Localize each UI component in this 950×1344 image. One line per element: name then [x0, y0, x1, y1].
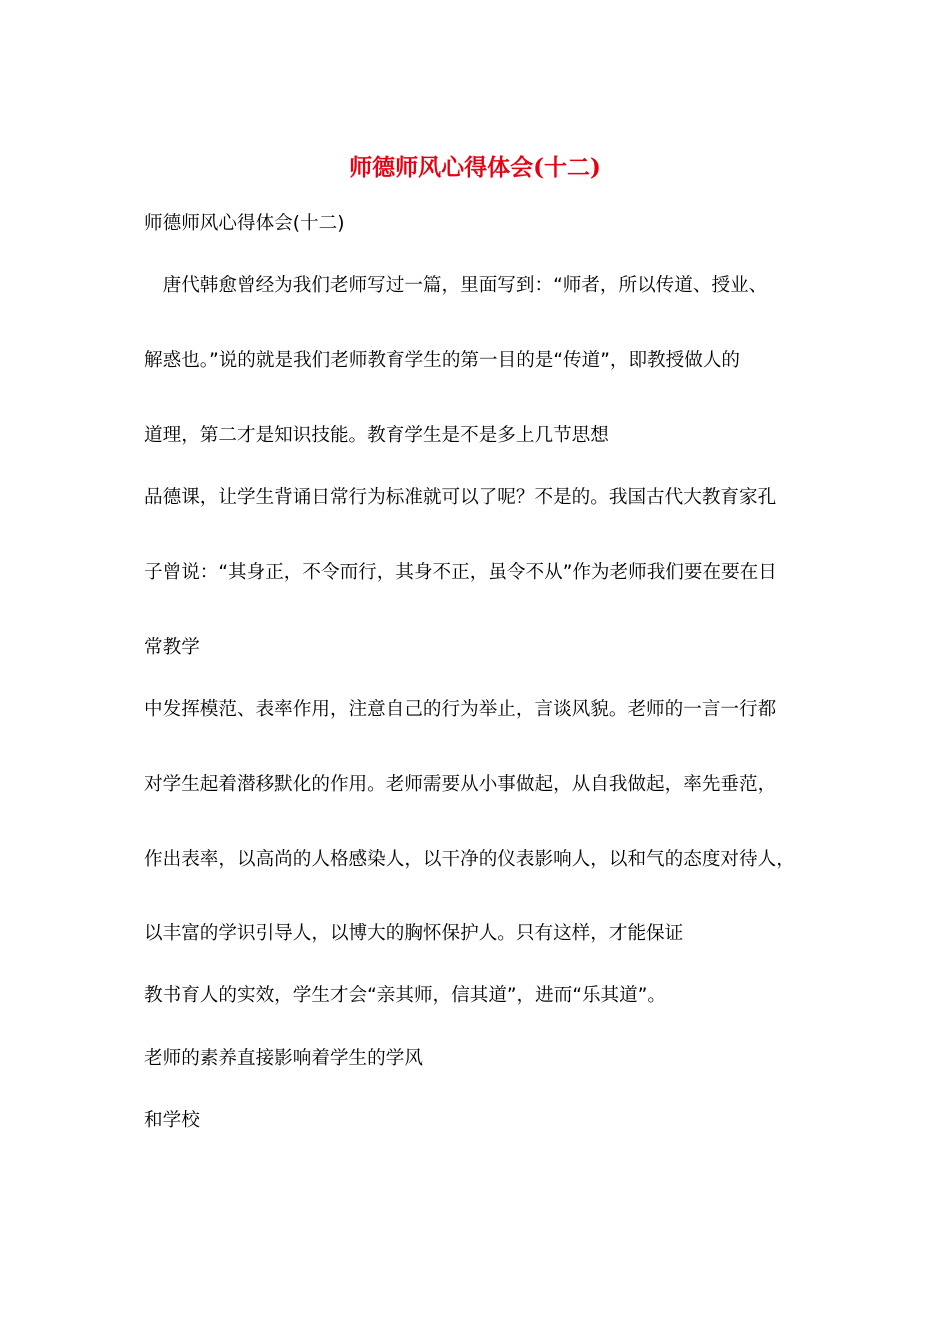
paragraph-line: 作出表率，以高尚的人格感染人，以干净的仪表影响人，以和气的态度对待人， — [144, 849, 795, 870]
paragraph-line: 对学生起着潜移默化的作用。老师需要从小事做起，从自我做起，率先垂范， — [144, 774, 777, 795]
paragraph-line: 常教学 — [144, 637, 200, 658]
paragraph-line: 教书育人的实效，学生才会“亲其师，信其道”，进而“乐其道”。 — [144, 985, 666, 1006]
paragraph-line: 品德课，让学生背诵日常行为标准就可以了呢？不是的。我国古代大教育家孔 — [144, 487, 777, 508]
paragraph-line: 中发挥模范、表率作用，注意自己的行为举止，言谈风貌。老师的一言一行都 — [144, 699, 777, 720]
document-title: 师德师风心得体会(十二) — [349, 154, 601, 181]
paragraph-line: 和学校 — [144, 1110, 200, 1131]
paragraph-line: 以丰富的学识引导人，以博大的胸怀保护人。只有这样，才能保证 — [144, 923, 684, 944]
paragraph-line: 子曾说：“其身正，不令而行，其身不正，虽令不从”作为老师我们要在要在日 — [144, 562, 777, 583]
paragraph-line: 唐代韩愈曾经为我们老师写过一篇，里面写到：“师者，所以传道、授业、 — [144, 275, 768, 296]
subtitle-line: 师德师风心得体会(十二) — [144, 213, 345, 234]
paragraph-line: 老师的素养直接影响着学生的学风 — [144, 1048, 423, 1069]
paragraph-line: 道理，第二才是知识技能。教育学生是不是多上几节思想 — [144, 425, 609, 446]
paragraph-line: 解惑也。”说的就是我们老师教育学生的第一目的是“传道”，即教授做人的 — [144, 350, 741, 371]
